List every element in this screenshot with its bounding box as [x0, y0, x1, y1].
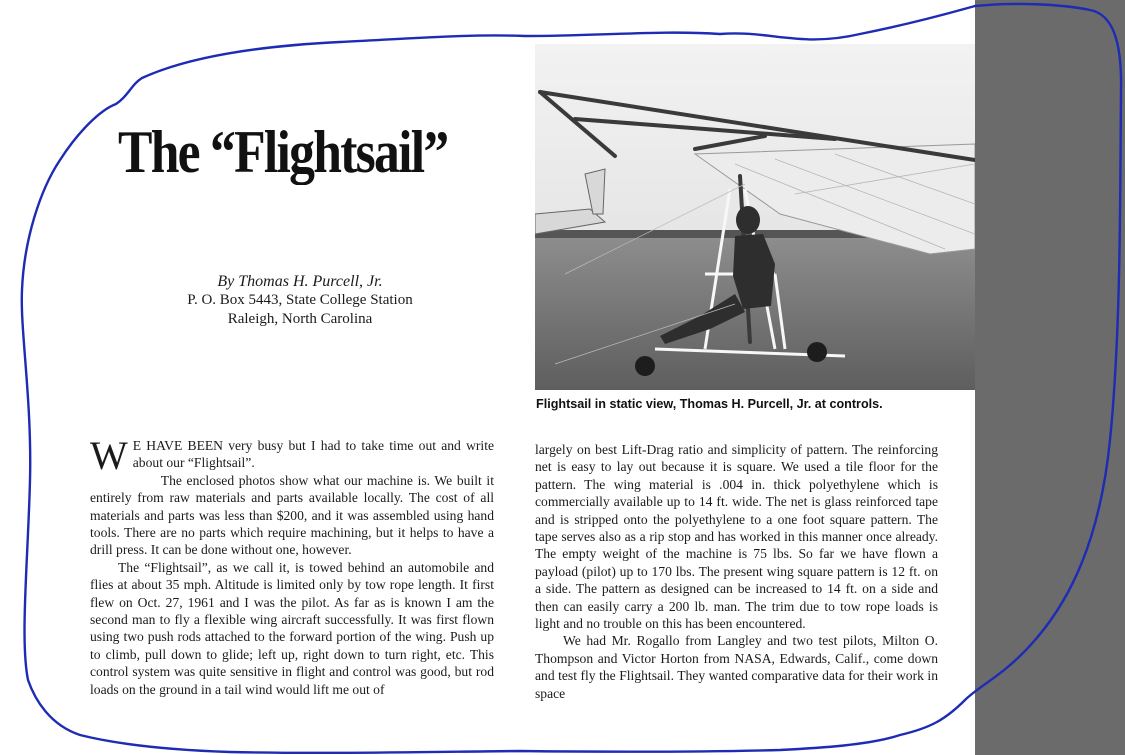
byline [150, 272, 450, 329]
drop-cap: W [90, 433, 128, 478]
flightsail-photo [535, 44, 975, 390]
paragraph: We had Mr. Rogallo from Langley and two test pilots, Milton O. Thompson and Victor Horton from NASA, Edwards, Calif., come down and test fly the Flightsail. They wanted comparative data for their work in space [535, 633, 938, 701]
byline-address-line2: Raleigh, North Carolina [227, 311, 373, 327]
left-text-column [90, 433, 494, 698]
paragraph: The “Flightsail”, as we call it, is towed behind an automobile and flies at about 35 mph. Altitude is limited only by tow rope length. It first flew on Oct. 27, 1961 and I was the pilot. As far as is known I am the second man to fly a flexible wing aircraft successfully. It was first flown using two push rods attached to the forward portion of the wing. Push up to climb, pull down to glide; left up, right down to turn right, etc. This control system was quite sensitive in flight and control was good, but rod loads on the ground in a tail wind would lift me out of [90, 559, 494, 697]
paragraph [90, 433, 494, 478]
paragraph: The enclosed photos show what our machine is. We built it entirely from raw materials and parts available locally. The cost of all materials and parts was less than $200, and it was assembled using hand tools. There are no parts which require machining, but it helps to have a drill press. It can be done without one, however. [90, 472, 494, 558]
article-title: The “Flightsail” [118, 119, 448, 185]
paragraph: largely on best Lift-Drag ratio and simplicity of pattern. The reinforcing net is easy to lay out because it is square. We used a tile floor for the pattern. The wing material is .004 in. thick polyethylene which is commercially available up to 14 ft. wide. The net is glass reinforced tape and is stripped onto the polyethylene to a one foot square pattern. The tape serves also as a rip stop and has worked in this manner once already. The empty weight of the machine is 75 lbs. So far we have flown a payload (pilot) up to 170 lbs. The present wing square pattern is 12 ft. on a side. The pattern as designed can be increased to 14 ft. on a side and then can easily carry a 200 lb. man. The trim due to tow rope loads is light and no trouble on this has been encountered. [535, 442, 938, 632]
right-text-column [535, 441, 938, 702]
byline-author: By Thomas H. Purcell, Jr. [217, 273, 383, 290]
photo-caption: Flightsail in static view, Thomas H. Purcell, Jr. at controls. [536, 397, 883, 411]
side-gray-panel [975, 0, 1125, 755]
byline-address-line1: P. O. Box 5443, State College Station [187, 292, 413, 308]
paragraph-text: E HAVE BEEN very busy but I had to take time out and write about our “Flightsail”. [132, 438, 494, 471]
